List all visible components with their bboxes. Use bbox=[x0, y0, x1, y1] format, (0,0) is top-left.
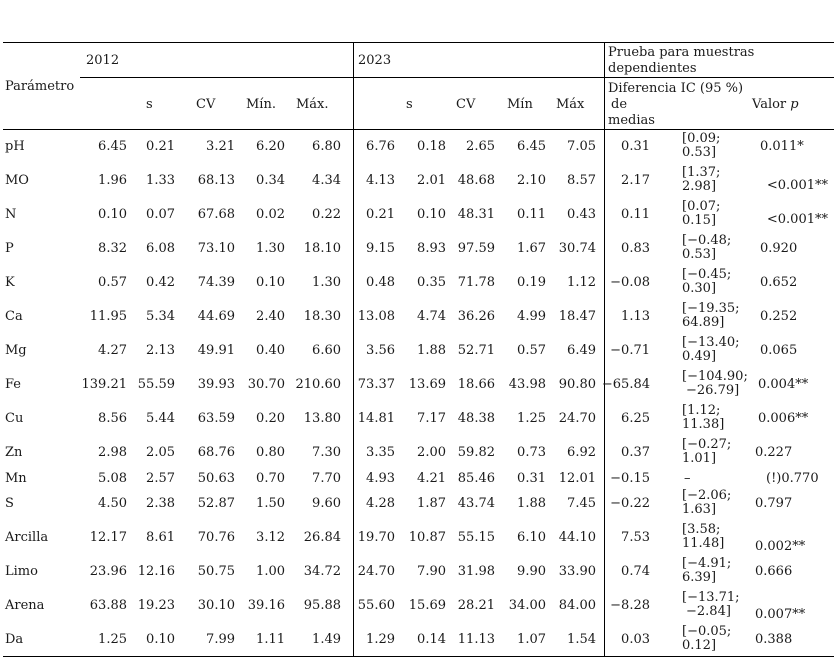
ci-upper: 2.98] bbox=[682, 179, 717, 194]
cell-s1: 0.07 bbox=[146, 207, 175, 222]
cell-diff: −0.71 bbox=[610, 343, 650, 358]
cell-s2: 0.14 bbox=[417, 632, 446, 647]
cell-max2: 1.54 bbox=[567, 632, 596, 647]
parameter-name: Mn bbox=[5, 471, 27, 486]
cell-cv2: 31.98 bbox=[457, 564, 495, 579]
col-max-2012: Máx. bbox=[296, 97, 329, 112]
cell-s1: 6.08 bbox=[146, 241, 175, 256]
cell-s1: 0.21 bbox=[146, 139, 175, 154]
cell-max2: 7.05 bbox=[567, 139, 596, 154]
p-value: 0.666 bbox=[755, 564, 793, 579]
cell-m2: 73.37 bbox=[357, 377, 395, 392]
cell-diff: 0.11 bbox=[621, 207, 650, 222]
cell-m1: 4.50 bbox=[98, 496, 127, 511]
cell-diff: −0.15 bbox=[610, 471, 650, 486]
cell-diff: −65.84 bbox=[601, 377, 650, 392]
cell-diff: 0.37 bbox=[621, 445, 650, 460]
cell-m2: 0.48 bbox=[366, 275, 395, 290]
cell-diff: −0.22 bbox=[610, 496, 650, 511]
ci-upper: 11.48] bbox=[682, 536, 725, 551]
cell-m1: 6.45 bbox=[98, 139, 127, 154]
cell-s1: 2.57 bbox=[146, 471, 175, 486]
p-value: 0.252 bbox=[760, 309, 798, 324]
cell-min1: 0.34 bbox=[256, 173, 285, 188]
cell-s2: 13.69 bbox=[408, 377, 446, 392]
cell-max1: 34.72 bbox=[303, 564, 341, 579]
ci-lower: [0.07; bbox=[682, 199, 721, 214]
p-value: <0.001** bbox=[766, 178, 828, 193]
table-top-rule bbox=[3, 42, 834, 43]
col-cv-2012: CV bbox=[196, 97, 216, 112]
cell-m2: 0.21 bbox=[366, 207, 395, 222]
cell-m1: 5.08 bbox=[98, 471, 127, 486]
cell-m1: 4.27 bbox=[98, 343, 127, 358]
cell-max1: 26.84 bbox=[303, 530, 341, 545]
cell-max2: 18.47 bbox=[558, 309, 596, 324]
ci-upper: 64.89] bbox=[682, 315, 725, 330]
cell-cv2: 48.68 bbox=[457, 173, 495, 188]
col-s-2012: s bbox=[146, 97, 153, 112]
col-max-2023: Máx bbox=[556, 97, 585, 112]
p-value: 0.797 bbox=[755, 496, 793, 511]
cell-cv1: 30.10 bbox=[197, 598, 235, 613]
cell-m1: 8.56 bbox=[98, 411, 127, 426]
year-header-rule bbox=[80, 77, 834, 78]
cell-max2: 7.45 bbox=[567, 496, 596, 511]
p-value: 0.007** bbox=[755, 607, 806, 622]
cell-min1: 39.16 bbox=[247, 598, 285, 613]
cell-min1: 1.50 bbox=[256, 496, 285, 511]
cell-max1: 0.22 bbox=[312, 207, 341, 222]
col-s-2023: s bbox=[406, 97, 413, 112]
cell-max2: 1.12 bbox=[567, 275, 596, 290]
cell-m2: 1.29 bbox=[366, 632, 395, 647]
cell-cv2: 85.46 bbox=[457, 471, 495, 486]
cell-diff: 6.25 bbox=[621, 411, 650, 426]
cell-cv2: 28.21 bbox=[457, 598, 495, 613]
cell-max2: 0.43 bbox=[567, 207, 596, 222]
cell-diff: −0.08 bbox=[610, 275, 650, 290]
cell-min1: 1.30 bbox=[256, 241, 285, 256]
cell-s1: 2.05 bbox=[146, 445, 175, 460]
cell-m2: 4.13 bbox=[366, 173, 395, 188]
ci-upper: 1.63] bbox=[682, 502, 717, 517]
parameter-name: Da bbox=[5, 632, 24, 647]
parameter-name: Ca bbox=[5, 309, 23, 324]
p-value: (!)0.770 bbox=[766, 471, 819, 486]
cell-min2: 1.67 bbox=[517, 241, 546, 256]
ci-upper: 0.53] bbox=[682, 145, 717, 160]
ci-upper: −26.79] bbox=[686, 383, 740, 398]
cell-min2: 43.98 bbox=[508, 377, 546, 392]
cell-min2: 0.19 bbox=[517, 275, 546, 290]
cell-max2: 84.00 bbox=[558, 598, 596, 613]
ci-upper: −2.84] bbox=[686, 604, 731, 619]
cell-cv2: 43.74 bbox=[457, 496, 495, 511]
cell-max1: 18.30 bbox=[303, 309, 341, 324]
ci-upper: 0.12] bbox=[682, 638, 717, 653]
cell-s1: 0.10 bbox=[146, 632, 175, 647]
cell-min2: 1.88 bbox=[517, 496, 546, 511]
table-bottom-rule bbox=[3, 656, 834, 657]
test-header-line2: dependientes bbox=[608, 61, 697, 76]
cell-min1: 1.11 bbox=[256, 632, 285, 647]
cell-s2: 0.10 bbox=[417, 207, 446, 222]
cell-min1: 0.40 bbox=[256, 343, 285, 358]
cell-diff: 2.17 bbox=[621, 173, 650, 188]
cell-cv1: 63.59 bbox=[197, 411, 235, 426]
cell-diff: 7.53 bbox=[621, 530, 650, 545]
cell-max1: 13.80 bbox=[303, 411, 341, 426]
cell-min2: 0.57 bbox=[517, 343, 546, 358]
ci-lower: [1.37; bbox=[682, 165, 721, 180]
ci-lower: [1.12; bbox=[682, 403, 721, 418]
cell-cv2: 52.71 bbox=[457, 343, 495, 358]
parameter-name: Fe bbox=[5, 377, 22, 392]
ci-lower: [−4.91; bbox=[682, 556, 732, 571]
cell-s1: 2.13 bbox=[146, 343, 175, 358]
cell-max1: 95.88 bbox=[303, 598, 341, 613]
cell-m1: 1.96 bbox=[98, 173, 127, 188]
cell-s1: 5.34 bbox=[146, 309, 175, 324]
cell-min2: 0.73 bbox=[517, 445, 546, 460]
cell-min2: 2.10 bbox=[517, 173, 546, 188]
ci-lower: [−13.40; bbox=[682, 335, 740, 350]
cell-max1: 6.60 bbox=[312, 343, 341, 358]
cell-m2: 6.76 bbox=[366, 139, 395, 154]
cell-m2: 4.93 bbox=[366, 471, 395, 486]
cell-m1: 2.98 bbox=[98, 445, 127, 460]
cell-s2: 4.74 bbox=[417, 309, 446, 324]
ci-lower: [0.09; bbox=[682, 131, 721, 146]
cell-cv2: 55.15 bbox=[457, 530, 495, 545]
cell-min2: 9.90 bbox=[517, 564, 546, 579]
ci-lower: [−13.71; bbox=[682, 590, 740, 605]
parameter-name: S bbox=[5, 496, 14, 511]
cell-m2: 9.15 bbox=[366, 241, 395, 256]
diff-header-line3: medias bbox=[608, 113, 655, 128]
parameter-name: K bbox=[5, 275, 15, 290]
cell-m2: 55.60 bbox=[357, 598, 395, 613]
cell-s2: 1.87 bbox=[417, 496, 446, 511]
p-value: 0.227 bbox=[755, 445, 793, 460]
cell-max1: 6.80 bbox=[312, 139, 341, 154]
cell-cv2: 97.59 bbox=[457, 241, 495, 256]
cell-min2: 0.31 bbox=[517, 471, 546, 486]
cell-min1: 2.40 bbox=[256, 309, 285, 324]
cell-m2: 14.81 bbox=[357, 411, 395, 426]
cell-cv1: 50.63 bbox=[197, 471, 235, 486]
cell-s1: 1.33 bbox=[146, 173, 175, 188]
cell-cv1: 50.75 bbox=[197, 564, 235, 579]
cell-cv1: 70.76 bbox=[197, 530, 235, 545]
cell-cv1: 67.68 bbox=[197, 207, 235, 222]
pvalue-symbol: p bbox=[790, 97, 799, 112]
p-value: 0.004** bbox=[758, 377, 809, 392]
cell-m1: 1.25 bbox=[98, 632, 127, 647]
diff-header-line1: Diferencia IC (95 %) bbox=[608, 81, 744, 96]
cell-min1: 0.80 bbox=[256, 445, 285, 460]
cell-diff: 0.83 bbox=[621, 241, 650, 256]
parameter-name: Arcilla bbox=[5, 530, 49, 545]
cell-diff: 0.31 bbox=[621, 139, 650, 154]
cell-s1: 0.42 bbox=[146, 275, 175, 290]
p-value: 0.002** bbox=[755, 539, 806, 554]
cell-m1: 23.96 bbox=[89, 564, 127, 579]
cell-s2: 7.90 bbox=[417, 564, 446, 579]
ci-upper: 0.30] bbox=[682, 281, 717, 296]
ci-lower: [−0.48; bbox=[682, 233, 732, 248]
cell-s2: 0.18 bbox=[417, 139, 446, 154]
cell-max2: 6.49 bbox=[567, 343, 596, 358]
ci-lower: [−0.45; bbox=[682, 267, 732, 282]
ci-lower: [−2.06; bbox=[682, 488, 732, 503]
cell-s2: 10.87 bbox=[408, 530, 446, 545]
cell-m1: 11.95 bbox=[89, 309, 127, 324]
cell-cv2: 48.31 bbox=[457, 207, 495, 222]
cell-cv2: 36.26 bbox=[457, 309, 495, 324]
cell-max1: 1.49 bbox=[312, 632, 341, 647]
p-value: 0.388 bbox=[755, 632, 793, 647]
ci-lower: [3.58; bbox=[682, 522, 721, 537]
cell-s1: 2.38 bbox=[146, 496, 175, 511]
cell-max2: 12.01 bbox=[558, 471, 596, 486]
cell-max1: 4.34 bbox=[312, 173, 341, 188]
year-2012-header: 2012 bbox=[86, 53, 120, 68]
col-cv-2023: CV bbox=[456, 97, 476, 112]
cell-s2: 15.69 bbox=[408, 598, 446, 613]
cell-max1: 7.30 bbox=[312, 445, 341, 460]
cell-cv1: 7.99 bbox=[206, 632, 235, 647]
cell-max1: 210.60 bbox=[295, 377, 341, 392]
ci-lower: [−19.35; bbox=[682, 301, 740, 316]
cell-min1: 0.10 bbox=[256, 275, 285, 290]
parameter-name: Limo bbox=[5, 564, 38, 579]
column-header-rule bbox=[3, 129, 834, 130]
p-value: <0.001** bbox=[766, 212, 828, 227]
cell-cv2: 11.13 bbox=[457, 632, 495, 647]
cell-s1: 8.61 bbox=[146, 530, 175, 545]
pvalue-label: Valor bbox=[752, 97, 787, 112]
cell-max1: 9.60 bbox=[312, 496, 341, 511]
cell-min2: 6.10 bbox=[517, 530, 546, 545]
cell-s2: 7.17 bbox=[417, 411, 446, 426]
parameter-header: Parámetro bbox=[5, 79, 75, 94]
p-value: 0.011* bbox=[760, 139, 804, 154]
cell-cv1: 39.93 bbox=[197, 377, 235, 392]
cell-cv2: 71.78 bbox=[457, 275, 495, 290]
cell-s1: 55.59 bbox=[137, 377, 175, 392]
p-value: 0.652 bbox=[760, 275, 798, 290]
col-min-2012: Mín. bbox=[246, 97, 276, 112]
cell-max2: 90.80 bbox=[558, 377, 596, 392]
cell-m2: 3.35 bbox=[366, 445, 395, 460]
cell-cv2: 2.65 bbox=[466, 139, 495, 154]
cell-min2: 6.45 bbox=[517, 139, 546, 154]
cell-max2: 33.90 bbox=[558, 564, 596, 579]
cell-s2: 4.21 bbox=[417, 471, 446, 486]
cell-s2: 2.01 bbox=[417, 173, 446, 188]
cell-max2: 6.92 bbox=[567, 445, 596, 460]
ci-upper: 0.15] bbox=[682, 213, 717, 228]
cell-m1: 12.17 bbox=[89, 530, 127, 545]
cell-min1: 6.20 bbox=[256, 139, 285, 154]
cell-min1: 0.70 bbox=[256, 471, 285, 486]
cell-max1: 7.70 bbox=[312, 471, 341, 486]
cell-max2: 30.74 bbox=[558, 241, 596, 256]
pvalue-header bbox=[752, 97, 799, 112]
cell-diff: 1.13 bbox=[621, 309, 650, 324]
cell-cv1: 3.21 bbox=[206, 139, 235, 154]
cell-s2: 0.35 bbox=[417, 275, 446, 290]
cell-m2: 13.08 bbox=[357, 309, 395, 324]
diff-header-line2: de bbox=[611, 97, 628, 112]
cell-max2: 8.57 bbox=[567, 173, 596, 188]
cell-min2: 1.07 bbox=[517, 632, 546, 647]
cell-cv1: 74.39 bbox=[197, 275, 235, 290]
ci-upper: 11.38] bbox=[682, 417, 725, 432]
cell-cv2: 48.38 bbox=[457, 411, 495, 426]
cell-s2: 2.00 bbox=[417, 445, 446, 460]
parameter-name: pH bbox=[5, 139, 25, 154]
cell-m2: 3.56 bbox=[366, 343, 395, 358]
cell-diff: 0.03 bbox=[621, 632, 650, 647]
cell-min2: 4.99 bbox=[517, 309, 546, 324]
parameter-name: Mg bbox=[5, 343, 27, 358]
cell-min2: 1.25 bbox=[517, 411, 546, 426]
year-2023-header: 2023 bbox=[358, 53, 392, 68]
cell-cv1: 73.10 bbox=[197, 241, 235, 256]
p-value: 0.920 bbox=[760, 241, 798, 256]
parameter-name: MO bbox=[5, 173, 29, 188]
cell-min1: 0.02 bbox=[256, 207, 285, 222]
cell-cv1: 52.87 bbox=[197, 496, 235, 511]
ci-lower: [−104.90; bbox=[682, 369, 748, 384]
cell-min2: 34.00 bbox=[508, 598, 546, 613]
cell-max2: 44.10 bbox=[558, 530, 596, 545]
ci-value: – bbox=[684, 471, 691, 486]
cell-max1: 1.30 bbox=[312, 275, 341, 290]
col-min-2023: Mín bbox=[507, 97, 533, 112]
cell-max2: 24.70 bbox=[558, 411, 596, 426]
cell-min2: 0.11 bbox=[517, 207, 546, 222]
ci-upper: 0.53] bbox=[682, 247, 717, 262]
cell-cv2: 18.66 bbox=[457, 377, 495, 392]
cell-max1: 18.10 bbox=[303, 241, 341, 256]
cell-s1: 5.44 bbox=[146, 411, 175, 426]
ci-upper: 0.49] bbox=[682, 349, 717, 364]
cell-s2: 8.93 bbox=[417, 241, 446, 256]
parameter-name: N bbox=[5, 207, 17, 222]
parameter-name: Zn bbox=[5, 445, 23, 460]
cell-s1: 19.23 bbox=[137, 598, 175, 613]
cell-diff: 0.74 bbox=[621, 564, 650, 579]
cell-m1: 0.10 bbox=[98, 207, 127, 222]
parameter-name: Arena bbox=[5, 598, 45, 613]
cell-s1: 12.16 bbox=[137, 564, 175, 579]
cell-m1: 63.88 bbox=[89, 598, 127, 613]
cell-m2: 24.70 bbox=[357, 564, 395, 579]
cell-m2: 19.70 bbox=[357, 530, 395, 545]
ci-lower: [−0.05; bbox=[682, 624, 732, 639]
cell-m1: 8.32 bbox=[98, 241, 127, 256]
cell-cv1: 44.69 bbox=[197, 309, 235, 324]
cell-m2: 4.28 bbox=[366, 496, 395, 511]
parameter-name: P bbox=[5, 241, 14, 256]
cell-s2: 1.88 bbox=[417, 343, 446, 358]
cell-min1: 0.20 bbox=[256, 411, 285, 426]
cell-min1: 1.00 bbox=[256, 564, 285, 579]
ci-lower: [−0.27; bbox=[682, 437, 732, 452]
cell-cv1: 68.76 bbox=[197, 445, 235, 460]
p-value: 0.065 bbox=[760, 343, 798, 358]
test-header-line1: Prueba para muestras bbox=[608, 45, 755, 60]
cell-cv1: 68.13 bbox=[197, 173, 235, 188]
cell-diff: −8.28 bbox=[610, 598, 650, 613]
cell-cv1: 49.91 bbox=[197, 343, 235, 358]
cell-cv2: 59.82 bbox=[457, 445, 495, 460]
ci-upper: 6.39] bbox=[682, 570, 717, 585]
cell-min1: 3.12 bbox=[256, 530, 285, 545]
cell-m1: 139.21 bbox=[81, 377, 127, 392]
cell-min1: 30.70 bbox=[247, 377, 285, 392]
parameter-name: Cu bbox=[5, 411, 24, 426]
p-value: 0.006** bbox=[758, 411, 809, 426]
cell-m1: 0.57 bbox=[98, 275, 127, 290]
ci-upper: 1.01] bbox=[682, 451, 717, 466]
